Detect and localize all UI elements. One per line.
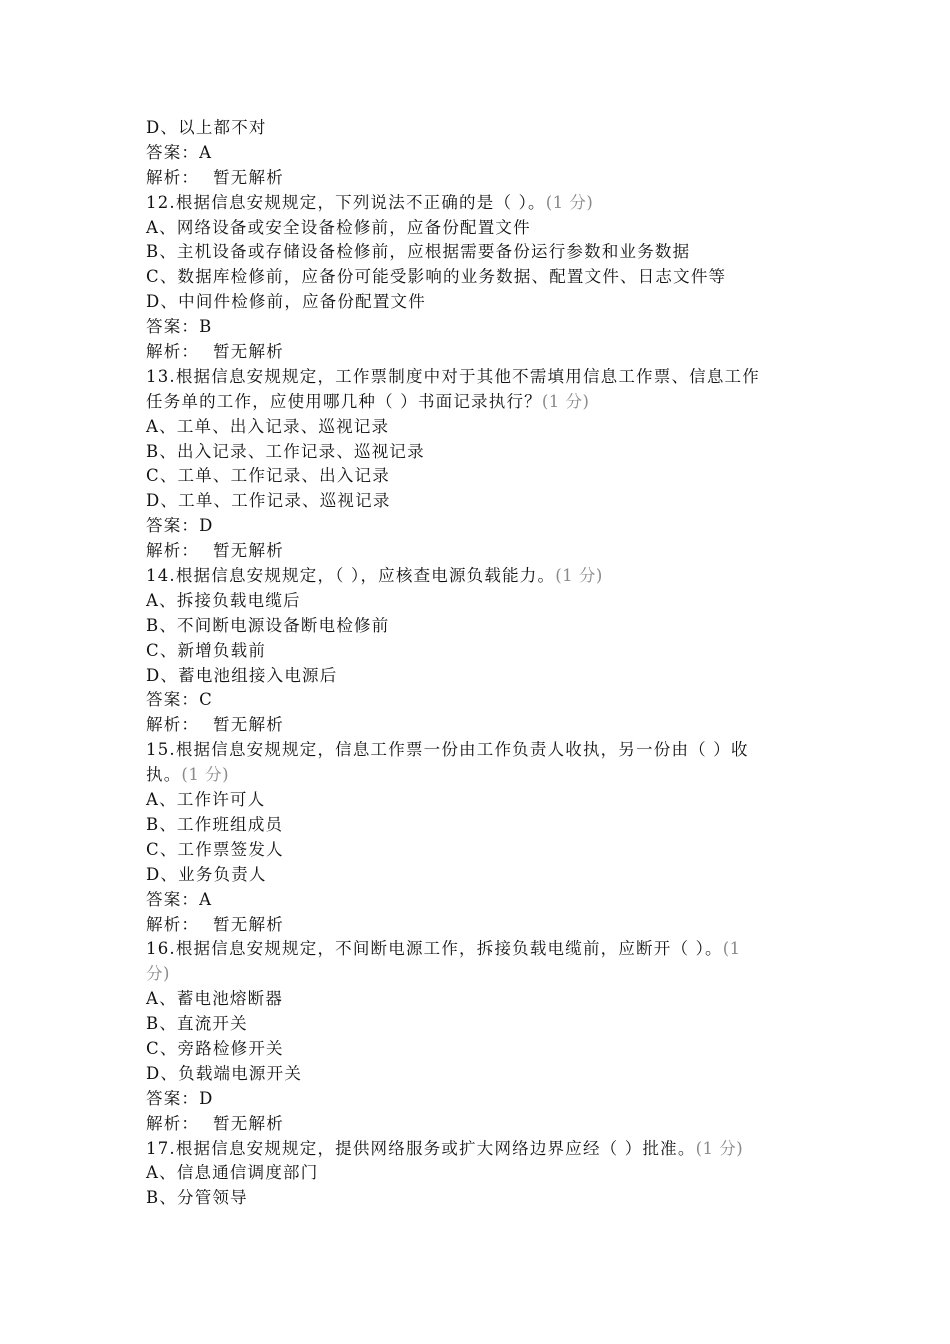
analysis-value: 暂无解析 <box>213 167 284 187</box>
analysis-label: 解析： <box>146 715 200 735</box>
question-12-analysis <box>146 340 816 365</box>
question-13-stem-line1: 13.根据信息安规规定，工作票制度中对于其他不需填用信息工作票、信息工作 <box>146 366 760 386</box>
question-13-option-d: D、工单、工作记录、巡视记录 <box>146 491 391 511</box>
question-14-answer <box>146 688 816 713</box>
question-13-analysis <box>146 539 816 564</box>
answer-value: A <box>199 142 213 162</box>
question-13-option-a: A、工单、出入记录、巡视记录 <box>146 416 390 436</box>
question-12-option-d: D、中间件检修前，应备份配置文件 <box>146 292 426 312</box>
question-score: (1 <box>722 939 741 959</box>
question-15-option-a: A、工作许可人 <box>146 790 266 810</box>
question-12-answer <box>146 315 816 340</box>
question-14-stem: 14.根据信息安规规定，（ ），应核查电源负载能力。(1 分) <box>146 566 603 586</box>
question-15-option-d: D、业务负责人 <box>146 864 267 884</box>
question-12-option-b: B、主机设备或存储设备检修前，应根据需要备份运行参数和业务数据 <box>146 242 691 262</box>
analysis-label: 解析： <box>146 914 200 934</box>
question-16-stem-line1: 16.根据信息安规规定，不间断电源工作，拆接负载电缆前，应断开（ ）。(1 <box>146 939 741 959</box>
answer-value: A <box>199 889 213 909</box>
answer-label: 答案： <box>146 516 200 536</box>
question-16-option-a: A、蓄电池熔断器 <box>146 989 284 1009</box>
answer-label: 答案： <box>146 317 200 337</box>
answer-value: D <box>199 516 214 536</box>
question-15-analysis <box>146 913 816 938</box>
question-13-option-b: B、出入记录、工作记录、巡视记录 <box>146 441 425 461</box>
option-d: D、以上都不对 <box>146 118 267 137</box>
question-score: (1 分) <box>695 1138 744 1158</box>
analysis-label: 解析： <box>146 1113 200 1133</box>
question-16-option-b: B、直流开关 <box>146 1014 248 1034</box>
question-14-option-a: A、拆接负载电缆后 <box>146 590 301 610</box>
question-16-option-c: C、旁路检修开关 <box>146 1038 284 1058</box>
question-14-option-d: D、蓄电池组接入电源后 <box>146 665 338 685</box>
question-13-option-c: C、工单、工作记录、出入记录 <box>146 466 390 486</box>
analysis-line <box>146 166 816 191</box>
question-score-cont: 分) <box>146 964 170 984</box>
question-15-option-c: C、工作票签发人 <box>146 839 284 859</box>
answer-line <box>146 141 816 166</box>
question-17-option-b: B、分管领导 <box>146 1188 248 1208</box>
answer-label: 答案： <box>146 1088 200 1108</box>
question-17-stem: 17.根据信息安规规定，提供网络服务或扩大网络边界应经（ ）批准。(1 分) <box>146 1138 744 1158</box>
question-15-stem-line1: 15.根据信息安规规定，信息工作票一份由工作负责人收执，另一份由（ ）收 <box>146 740 749 760</box>
answer-label: 答案： <box>146 690 200 710</box>
question-14-option-c: C、新增负载前 <box>146 640 267 660</box>
question-16-answer <box>146 1087 816 1112</box>
analysis-value: 暂无解析 <box>213 715 284 735</box>
answer-value: C <box>199 690 213 710</box>
analysis-value: 暂无解析 <box>213 342 284 362</box>
answer-label: 答案： <box>146 142 200 162</box>
question-13-stem-line2: 任务单的工作，应使用哪几种（ ）书面记录执行？(1 分) <box>146 391 590 411</box>
question-12-option-a: A、网络设备或安全设备检修前，应备份配置文件 <box>146 217 531 237</box>
question-12-stem: 12.根据信息安规规定，下列说法不正确的是（ ）。(1 分) <box>146 192 594 212</box>
question-15-answer <box>146 888 816 913</box>
question-13-answer <box>146 514 816 539</box>
analysis-label: 解析： <box>146 167 200 187</box>
question-15-stem-line2: 执。(1 分) <box>146 765 230 785</box>
question-14-analysis <box>146 713 816 738</box>
question-16-analysis <box>146 1112 816 1137</box>
question-score: (1 分) <box>541 391 590 411</box>
analysis-value: 暂无解析 <box>213 914 284 934</box>
question-14-option-b: B、不间断电源设备断电检修前 <box>146 615 390 635</box>
answer-value: B <box>199 317 213 337</box>
analysis-value: 暂无解析 <box>213 1113 284 1133</box>
question-17-option-a: A、信息通信调度部门 <box>146 1163 319 1183</box>
question-12-option-c: C、数据库检修前，应备份可能受影响的业务数据、配置文件、日志文件等 <box>146 267 727 287</box>
question-15-option-b: B、工作班组成员 <box>146 814 284 834</box>
answer-value: D <box>199 1088 214 1108</box>
question-score: (1 分) <box>181 765 230 785</box>
question-score: (1 分) <box>545 192 594 212</box>
question-16-stem-line2 <box>146 962 816 987</box>
analysis-label: 解析： <box>146 342 200 362</box>
document-page <box>146 116 816 1211</box>
question-score: (1 分) <box>555 566 603 586</box>
answer-label: 答案： <box>146 889 200 909</box>
question-16-option-d: D、负载端电源开关 <box>146 1063 303 1083</box>
analysis-value: 暂无解析 <box>213 541 284 561</box>
analysis-label: 解析： <box>146 541 200 561</box>
